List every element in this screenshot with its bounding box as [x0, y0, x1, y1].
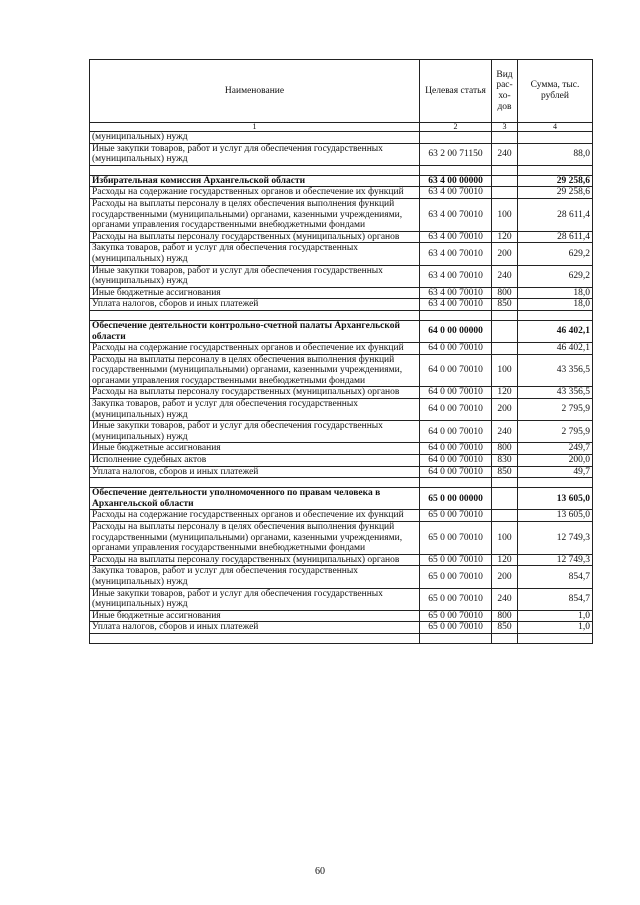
row-name-cell: Расходы на выплаты персоналу в целях обеспечения выполнения функций государственными (муниципальными) органами, казенными учреждениями, органами управления государственными внебюджетными фондами: [90, 354, 420, 387]
header-code: Целевая статья: [420, 60, 492, 123]
spacer-cell: [492, 165, 518, 175]
row-name-cell: Исполнение судебных актов: [90, 455, 420, 467]
row-code-cell: 63 4 00 70010: [420, 198, 492, 231]
row-expense-type-cell: 830: [492, 455, 518, 467]
row-expense-type-cell: [492, 510, 518, 522]
row-expense-type-cell: 120: [492, 231, 518, 243]
table-row-spacer: [90, 165, 593, 175]
row-code-cell: 63 4 00 70010: [420, 231, 492, 243]
table-row: [90, 132, 593, 144]
row-name-cell: Иные закупки товаров, работ и услуг для обеспечения государственных (муниципальных) нужд: [90, 588, 420, 610]
row-sum-cell: 13 605,0: [518, 488, 593, 510]
header-expense-type-line: рас-: [496, 80, 513, 91]
row-code-cell: 65 0 00 00000: [420, 488, 492, 510]
section-row: [90, 175, 593, 187]
row-sum-cell: 18,0: [518, 299, 593, 311]
row-expense-type-cell: 200: [492, 399, 518, 421]
spacer-cell: [90, 310, 420, 320]
table-row: [90, 243, 593, 265]
table-row: [90, 622, 593, 634]
row-code-cell: 63 4 00 70010: [420, 265, 492, 287]
row-sum-cell: 46 402,1: [518, 343, 593, 355]
row-sum-cell: 43 356,5: [518, 387, 593, 399]
table-body: [90, 132, 593, 644]
row-sum-cell: 13 605,0: [518, 510, 593, 522]
row-code-cell: 63 2 00 71150: [420, 143, 492, 165]
spacer-cell: [420, 633, 492, 643]
table-row: [90, 455, 593, 467]
table-row-spacer: [90, 478, 593, 488]
row-sum-cell: 854,7: [518, 566, 593, 588]
column-number: 4: [518, 123, 593, 132]
table-row: [90, 466, 593, 478]
section-row: [90, 488, 593, 510]
row-name-cell: Иные бюджетные ассигнования: [90, 443, 420, 455]
row-name-cell: Закупка товаров, работ и услуг для обеспечения государственных (муниципальных) нужд: [90, 243, 420, 265]
row-code-cell: 63 4 00 70010: [420, 299, 492, 311]
table-row: [90, 610, 593, 622]
row-name-cell: Иные закупки товаров, работ и услуг для обеспечения государственных (муниципальных) нужд: [90, 143, 420, 165]
row-expense-type-cell: 850: [492, 466, 518, 478]
row-code-cell: 63 4 00 70010: [420, 243, 492, 265]
table-row-spacer: [90, 633, 593, 643]
table-row: [90, 343, 593, 355]
row-sum-cell: 18,0: [518, 287, 593, 299]
row-expense-type-cell: 200: [492, 243, 518, 265]
row-sum-cell: 1,0: [518, 610, 593, 622]
row-name-cell: Обеспечение деятельности уполномоченного по правам человека в Архангельской области: [90, 488, 420, 510]
row-sum-cell: 854,7: [518, 588, 593, 610]
row-expense-type-cell: 240: [492, 588, 518, 610]
page-number: 60: [315, 866, 325, 877]
row-name-cell: Расходы на выплаты персоналу государственных (муниципальных) органов: [90, 554, 420, 566]
spacer-cell: [518, 310, 593, 320]
header-expense-type: [492, 60, 518, 123]
row-code-cell: 64 0 00 70010: [420, 399, 492, 421]
header-expense-type-line: Вид: [496, 69, 513, 80]
budget-table: [89, 59, 593, 644]
spacer-cell: [492, 310, 518, 320]
row-expense-type-cell: [492, 320, 518, 342]
row-code-cell: 64 0 00 70010: [420, 466, 492, 478]
row-code-cell: [420, 132, 492, 144]
row-expense-type-cell: 100: [492, 522, 518, 555]
row-name-cell: Иные бюджетные ассигнования: [90, 610, 420, 622]
row-name-cell: (муниципальных) нужд: [90, 132, 420, 144]
row-sum-cell: 200,0: [518, 455, 593, 467]
row-code-cell: 64 0 00 70010: [420, 387, 492, 399]
row-expense-type-cell: 200: [492, 566, 518, 588]
table-row: [90, 588, 593, 610]
row-name-cell: Закупка товаров, работ и услуг для обеспечения государственных (муниципальных) нужд: [90, 399, 420, 421]
table-row: [90, 265, 593, 287]
table-row: [90, 522, 593, 555]
column-number: 3: [492, 123, 518, 132]
spacer-cell: [492, 633, 518, 643]
row-name-cell: Уплата налогов, сборов и иных платежей: [90, 466, 420, 478]
row-name-cell: Обеспечение деятельности контрольно-счетной палаты Архангельской области: [90, 320, 420, 342]
column-number: 1: [90, 123, 420, 132]
table-row: [90, 387, 593, 399]
row-sum-cell: 29 258,6: [518, 187, 593, 199]
budget-document-page: [89, 59, 592, 644]
spacer-cell: [90, 633, 420, 643]
row-code-cell: 64 0 00 70010: [420, 421, 492, 443]
row-expense-type-cell: [492, 488, 518, 510]
row-code-cell: 63 4 00 70010: [420, 287, 492, 299]
row-expense-type-cell: 850: [492, 299, 518, 311]
row-name-cell: Уплата налогов, сборов и иных платежей: [90, 622, 420, 634]
row-sum-cell: 249,7: [518, 443, 593, 455]
row-name-cell: Закупка товаров, работ и услуг для обеспечения государственных (муниципальных) нужд: [90, 566, 420, 588]
header-name: Наименование: [90, 60, 420, 123]
row-code-cell: 65 0 00 70010: [420, 622, 492, 634]
spacer-cell: [492, 478, 518, 488]
row-sum-cell: 2 795,9: [518, 399, 593, 421]
row-sum-cell: 12 749,3: [518, 554, 593, 566]
table-row: [90, 354, 593, 387]
spacer-cell: [518, 478, 593, 488]
table-row: [90, 299, 593, 311]
table-row: [90, 566, 593, 588]
row-name-cell: Расходы на содержание государственных органов и обеспечение их функций: [90, 510, 420, 522]
row-code-cell: 64 0 00 70010: [420, 354, 492, 387]
row-name-cell: Расходы на содержание государственных органов и обеспечение их функций: [90, 343, 420, 355]
row-expense-type-cell: 800: [492, 287, 518, 299]
table-row: [90, 231, 593, 243]
table-row: [90, 554, 593, 566]
table-header-row: [90, 60, 593, 123]
row-code-cell: 63 4 00 70010: [420, 187, 492, 199]
table-row: [90, 287, 593, 299]
row-expense-type-cell: 120: [492, 387, 518, 399]
row-expense-type-cell: 800: [492, 443, 518, 455]
spacer-cell: [90, 165, 420, 175]
row-expense-type-cell: [492, 343, 518, 355]
row-sum-cell: 2 795,9: [518, 421, 593, 443]
row-code-cell: 65 0 00 70010: [420, 554, 492, 566]
table-row: [90, 198, 593, 231]
row-code-cell: 65 0 00 70010: [420, 510, 492, 522]
row-name-cell: Иные закупки товаров, работ и услуг для обеспечения государственных (муниципальных) нужд: [90, 421, 420, 443]
row-name-cell: Расходы на выплаты персоналу государственных (муниципальных) органов: [90, 231, 420, 243]
row-name-cell: Расходы на выплаты персоналу государственных (муниципальных) органов: [90, 387, 420, 399]
row-sum-cell: 28 611,4: [518, 231, 593, 243]
row-expense-type-cell: 240: [492, 265, 518, 287]
row-name-cell: Расходы на выплаты персоналу в целях обеспечения выполнения функций государственными (муниципальными) органами, казенными учреждениями, органами управления государственными внебюджетными фондами: [90, 522, 420, 555]
table-row: [90, 143, 593, 165]
row-name-cell: Расходы на выплаты персоналу в целях обеспечения выполнения функций государственными (муниципальными) органами, казенными учреждениями, органами управления государственными внебюджетными фондами: [90, 198, 420, 231]
table-row: [90, 399, 593, 421]
row-code-cell: 65 0 00 70010: [420, 610, 492, 622]
header-expense-type-line: дов: [497, 101, 512, 112]
row-expense-type-cell: [492, 187, 518, 199]
row-sum-cell: 46 402,1: [518, 320, 593, 342]
row-code-cell: 64 0 00 70010: [420, 455, 492, 467]
row-sum-cell: 629,2: [518, 265, 593, 287]
row-code-cell: 64 0 00 70010: [420, 443, 492, 455]
row-name-cell: Избирательная комиссия Архангельской области: [90, 175, 420, 187]
row-expense-type-cell: 240: [492, 143, 518, 165]
header-expense-type-line: хо-: [498, 91, 511, 101]
header-sum: Сумма, тыс. рублей: [518, 60, 593, 123]
table-row-spacer: [90, 310, 593, 320]
row-name-cell: Иные бюджетные ассигнования: [90, 287, 420, 299]
row-sum-cell: 88,0: [518, 143, 593, 165]
row-sum-cell: 29 258,6: [518, 175, 593, 187]
row-code-cell: 63 4 00 00000: [420, 175, 492, 187]
row-sum-cell: 43 356,5: [518, 354, 593, 387]
row-sum-cell: 12 749,3: [518, 522, 593, 555]
row-expense-type-cell: 800: [492, 610, 518, 622]
row-sum-cell: 1,0: [518, 622, 593, 634]
row-code-cell: 65 0 00 70010: [420, 522, 492, 555]
row-expense-type-cell: [492, 175, 518, 187]
table-row: [90, 187, 593, 199]
spacer-cell: [420, 310, 492, 320]
table-row: [90, 443, 593, 455]
spacer-cell: [420, 478, 492, 488]
row-expense-type-cell: [492, 132, 518, 144]
spacer-cell: [518, 165, 593, 175]
row-code-cell: 64 0 00 70010: [420, 343, 492, 355]
row-expense-type-cell: 100: [492, 354, 518, 387]
row-sum-cell: 49,7: [518, 466, 593, 478]
row-sum-cell: 28 611,4: [518, 198, 593, 231]
row-name-cell: Расходы на содержание государственных органов и обеспечение их функций: [90, 187, 420, 199]
row-name-cell: Уплата налогов, сборов и иных платежей: [90, 299, 420, 311]
row-expense-type-cell: 100: [492, 198, 518, 231]
table-row: [90, 510, 593, 522]
row-sum-cell: [518, 132, 593, 144]
row-sum-cell: 629,2: [518, 243, 593, 265]
row-code-cell: 64 0 00 00000: [420, 320, 492, 342]
column-number-row: [90, 123, 593, 132]
spacer-cell: [518, 633, 593, 643]
row-expense-type-cell: 240: [492, 421, 518, 443]
row-code-cell: 65 0 00 70010: [420, 566, 492, 588]
spacer-cell: [420, 165, 492, 175]
table-row: [90, 421, 593, 443]
row-code-cell: 65 0 00 70010: [420, 588, 492, 610]
row-name-cell: Иные закупки товаров, работ и услуг для обеспечения государственных (муниципальных) нужд: [90, 265, 420, 287]
section-row: [90, 320, 593, 342]
row-expense-type-cell: 850: [492, 622, 518, 634]
spacer-cell: [90, 478, 420, 488]
column-number: 2: [420, 123, 492, 132]
row-expense-type-cell: 120: [492, 554, 518, 566]
